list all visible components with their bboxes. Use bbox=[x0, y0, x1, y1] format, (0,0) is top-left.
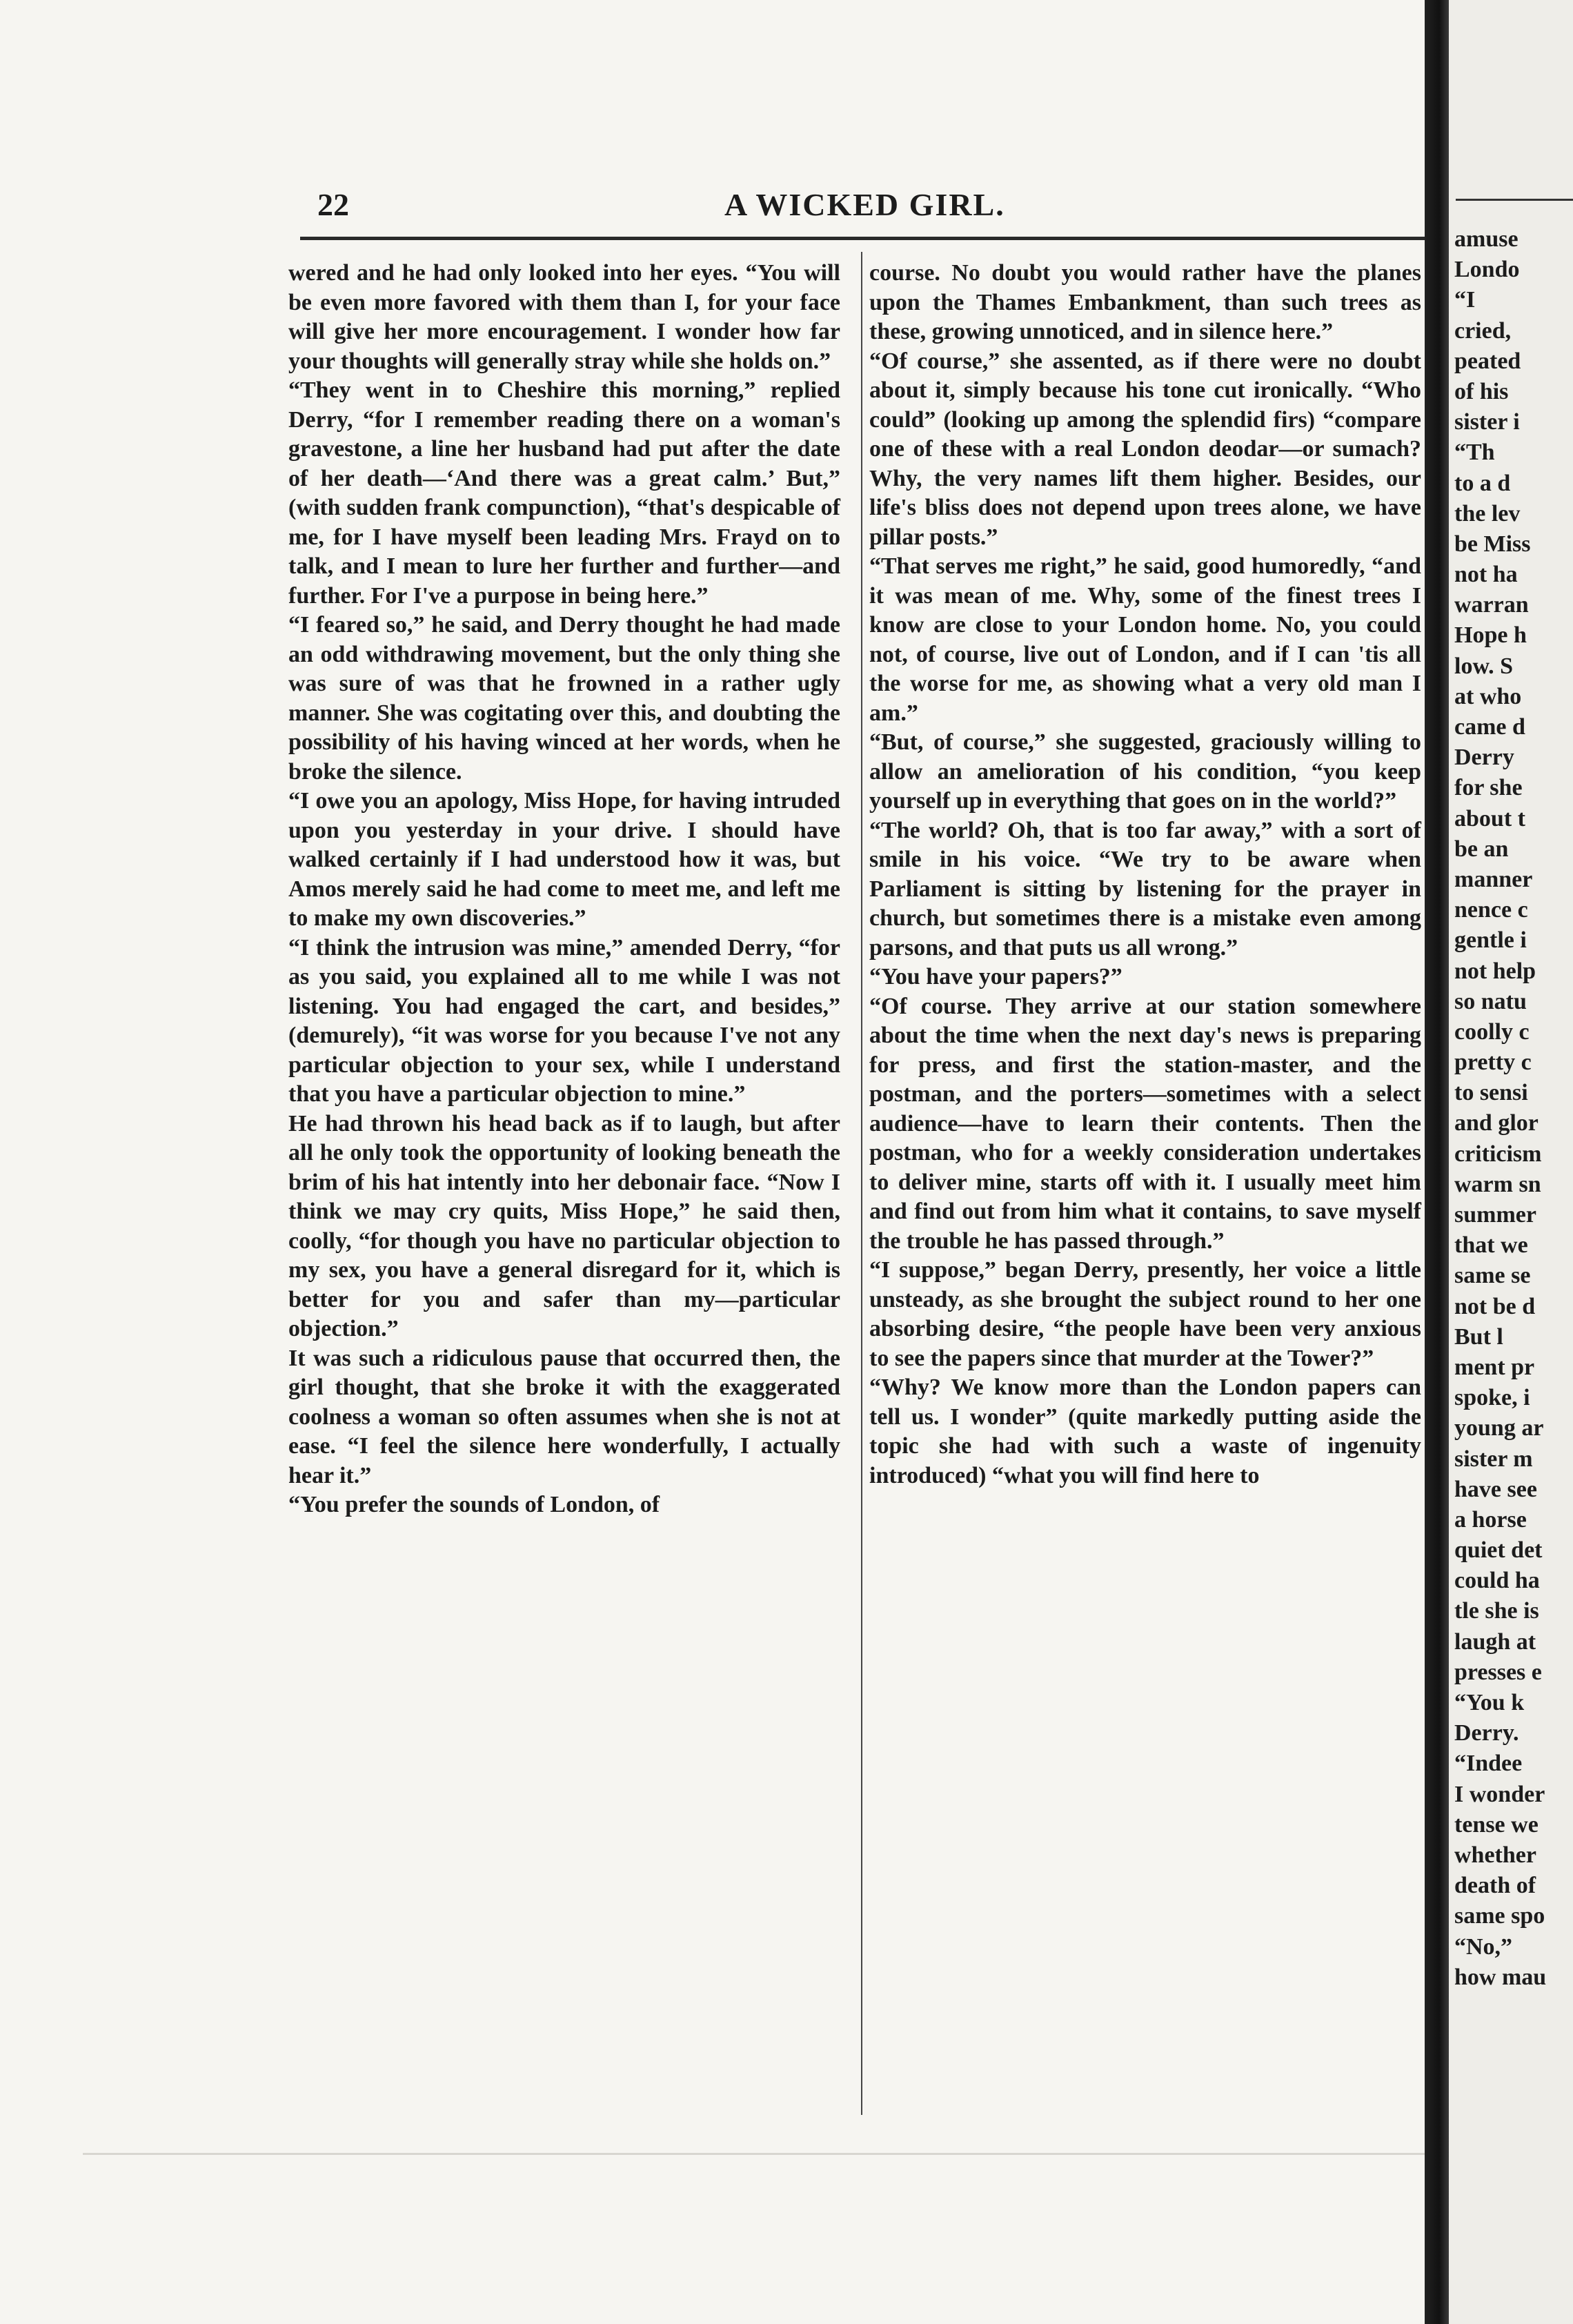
left-column bbox=[288, 259, 840, 1520]
adjacent-line: to a d bbox=[1454, 470, 1511, 496]
paragraph: “You have your papers?” bbox=[869, 964, 1122, 989]
column-divider bbox=[861, 252, 862, 2115]
adjacent-line: Derry bbox=[1454, 745, 1514, 771]
adjacent-line: “No,” bbox=[1454, 1933, 1513, 1960]
paragraph: It was such a ridiculous pause that occurred then, the girl thought, that she broke it with the exaggerated coolness a woman so often assumes when she is not at ease. “I feel the silence here wonderfully, I actually hear it.” bbox=[288, 1345, 840, 1488]
paragraph: “I suppose,” began Derry, presently, her voice a little unsteady, as she brought the subject round to her one absorbing desire, “the people have been very anxious to see the papers since that murder at the Tower?” bbox=[869, 1257, 1421, 1371]
adjacent-line: “Th bbox=[1454, 440, 1495, 466]
paragraph: “I think the intrusion was mine,” amended Derry, “for as you said, you explained all to me while I was not listening. You had engaged the cart, and besides,” (demurely), “it was worse for you because I've not any particular objection to your sex, while I understand that you have a particular objection to mine.” bbox=[288, 934, 840, 1107]
page-number: 22 bbox=[317, 187, 349, 222]
adjacent-line: coolly c bbox=[1454, 1018, 1530, 1045]
adjacent-line: that we bbox=[1454, 1232, 1528, 1259]
book-gutter bbox=[1425, 0, 1449, 2324]
page-header bbox=[297, 186, 1428, 242]
paragraph: “The world? Oh, that is too far away,” with a sort of smile in his voice. “We try to be aware when Parliament is sitting by listening for the prayer in church, but sometimes there is a mistake even among parsons, and that puts us all wrong.” bbox=[869, 817, 1421, 961]
adjacent-line: same spo bbox=[1454, 1903, 1545, 1929]
adjacent-line: criticism bbox=[1454, 1141, 1542, 1167]
adjacent-line: warran bbox=[1454, 592, 1529, 618]
adjacent-line: warm sn bbox=[1454, 1171, 1541, 1197]
header-rule bbox=[300, 237, 1432, 240]
adjacent-line: came d bbox=[1454, 714, 1525, 740]
adjacent-line: pretty c bbox=[1454, 1050, 1532, 1076]
paragraph: wered and he had only looked into her eyes. “You will be even more favored with them than I, for your face will give her more encouragement. I wonder how far your thoughts will generally stray while she holds on.” bbox=[288, 260, 840, 374]
adjacent-line: manner bbox=[1454, 866, 1533, 892]
adjacent-line: Derry. bbox=[1454, 1720, 1519, 1746]
adjacent-line: and glor bbox=[1454, 1110, 1539, 1136]
paragraph: He had thrown his head back as if to laugh, but after all he only took the opportunity of looking beneath the brim of his hat intently into her debonair face. “Now I think we may cry quits, Miss Hope,” he said then, coolly, “for though you have no particular objection to my sex, you have a general disregard for it, which is better for you and safer than my—particular objection.” bbox=[288, 1110, 840, 1341]
paragraph: “Why? We know more than the London papers can tell us. I wonder” (quite markedly putting aside the topic she had with such a waste of ingenuity introduced) “what you will find here to bbox=[869, 1375, 1421, 1488]
paragraph: course. No doubt you would rather have the planes upon the Thames Embankment, than such trees as these, growing unnoticed, and in silence here.” bbox=[869, 260, 1421, 344]
paragraph: “But, of course,” she suggested, graciously willing to allow an amelioration of his condition, “you keep yourself up in everything that goes on in the world?” bbox=[869, 729, 1421, 814]
adjacent-line: nence c bbox=[1454, 897, 1528, 923]
adjacent-line: tense we bbox=[1454, 1811, 1539, 1838]
page-bottom-edge bbox=[83, 2153, 1425, 2155]
adjacent-line: Londo bbox=[1454, 257, 1520, 283]
right-column bbox=[869, 259, 1421, 1490]
paragraph: “That serves me right,” he said, good humoredly, “and it was mean of me. Why, some of the finest trees I know are close to your London home. No, you could not, of course, live out of London, and if I can 'tis all the worse for me, as showing what a very old man I am.” bbox=[869, 553, 1421, 726]
adjacent-line: whether bbox=[1454, 1842, 1536, 1868]
adjacent-line: spoke, i bbox=[1454, 1385, 1530, 1411]
adjacent-line: a horse bbox=[1454, 1506, 1527, 1533]
adjacent-line: amuse bbox=[1454, 226, 1518, 252]
paragraph: “Of course. They arrive at our station somewhere about the time when the next day's news is preparing for press, and first the station-master, and the postman, and the porters—sometimes with a select audience—have to learn their contents. Then the postman, who for a weekly consideration undertakes to deliver mine, starts off with it. I usually meet him and find out from him what it contains, to save myself the trouble he has passed through.” bbox=[869, 993, 1421, 1254]
adjacent-line: summer bbox=[1454, 1202, 1536, 1228]
adjacent-line: Hope h bbox=[1454, 622, 1527, 649]
adjacent-line: to sensi bbox=[1454, 1080, 1528, 1106]
adjacent-line: about t bbox=[1454, 805, 1525, 831]
adjacent-line: tle she is bbox=[1454, 1598, 1539, 1624]
paragraph: “I owe you an apology, Miss Hope, for having intruded upon you yesterday in your drive. I should have walked certainly if I had understood how it was, but Amos merely said he had come to meet me, and left me to make my own discoveries.” bbox=[288, 788, 840, 931]
adjacent-page-rule bbox=[1456, 199, 1573, 201]
adjacent-line: laugh at bbox=[1454, 1628, 1536, 1655]
adjacent-line: at who bbox=[1454, 683, 1522, 709]
adjacent-line: death of bbox=[1454, 1873, 1536, 1899]
adjacent-line: not ha bbox=[1454, 562, 1518, 588]
adjacent-line: how mau bbox=[1454, 1964, 1547, 1990]
adjacent-line: so natu bbox=[1454, 988, 1527, 1014]
adjacent-line: presses e bbox=[1454, 1659, 1542, 1685]
paragraph: “They went in to Cheshire this morning,” replied Derry, “for I remember reading there on a woman's gravestone, a line her husband had put after the date of her death—‘And there was a great calm.’ But,” (with sudden frank compunction), “that's despicable of me, for I have myself been leading Mrs. Frayd on to talk, and I mean to lure her further and further—and further. For I've a purpose in being here.” bbox=[288, 377, 840, 609]
adjacent-line: sister m bbox=[1454, 1446, 1533, 1472]
adjacent-line: low. S bbox=[1454, 653, 1514, 679]
adjacent-line: ment pr bbox=[1454, 1354, 1535, 1380]
adjacent-line: “You k bbox=[1454, 1690, 1525, 1715]
adjacent-line: not help bbox=[1454, 958, 1536, 984]
running-head: A WICKED GIRL. bbox=[724, 187, 1005, 222]
adjacent-line: for she bbox=[1454, 775, 1523, 801]
adjacent-line: quiet det bbox=[1454, 1537, 1543, 1564]
adjacent-line: be Miss bbox=[1454, 531, 1531, 557]
adjacent-line: of his bbox=[1454, 378, 1509, 404]
adjacent-line: gentle i bbox=[1454, 927, 1527, 954]
adjacent-line: But l bbox=[1454, 1323, 1503, 1350]
adjacent-page-text bbox=[1454, 224, 1573, 1993]
adjacent-line: I wonder bbox=[1454, 1781, 1545, 1807]
adjacent-line: cried, bbox=[1454, 317, 1512, 344]
paragraph: “You prefer the sounds of London, of bbox=[288, 1492, 660, 1517]
adjacent-line: the lev bbox=[1454, 500, 1521, 526]
adjacent-line: not be d bbox=[1454, 1293, 1536, 1319]
adjacent-line: be an bbox=[1454, 836, 1509, 862]
adjacent-line: could ha bbox=[1454, 1568, 1540, 1594]
adjacent-line: “I bbox=[1454, 287, 1476, 313]
adjacent-line: young ar bbox=[1454, 1415, 1544, 1441]
adjacent-line: same se bbox=[1454, 1263, 1531, 1289]
adjacent-line: sister i bbox=[1454, 409, 1520, 435]
adjacent-line: peated bbox=[1454, 348, 1521, 374]
adjacent-line: have see bbox=[1454, 1476, 1537, 1502]
paragraph: “I feared so,” he said, and Derry thought he had made an odd withdrawing movement, but the only thing she was sure of was that he frowned in a rather ugly manner. She was cogitating over this, and doubting the possibility of his having winced at her words, when he broke the silence. bbox=[288, 612, 840, 785]
paragraph: “Of course,” she assented, as if there were no doubt about it, simply because his tone cut ironically. “Who could” (looking up among the splendid firs) “compare one of these with a real London deodar—or sumach? Why, the very names lift them higher. Besides, our life's bliss does not depend upon trees alone, we have pillar posts.” bbox=[869, 348, 1421, 550]
adjacent-line: “Indee bbox=[1454, 1751, 1523, 1777]
